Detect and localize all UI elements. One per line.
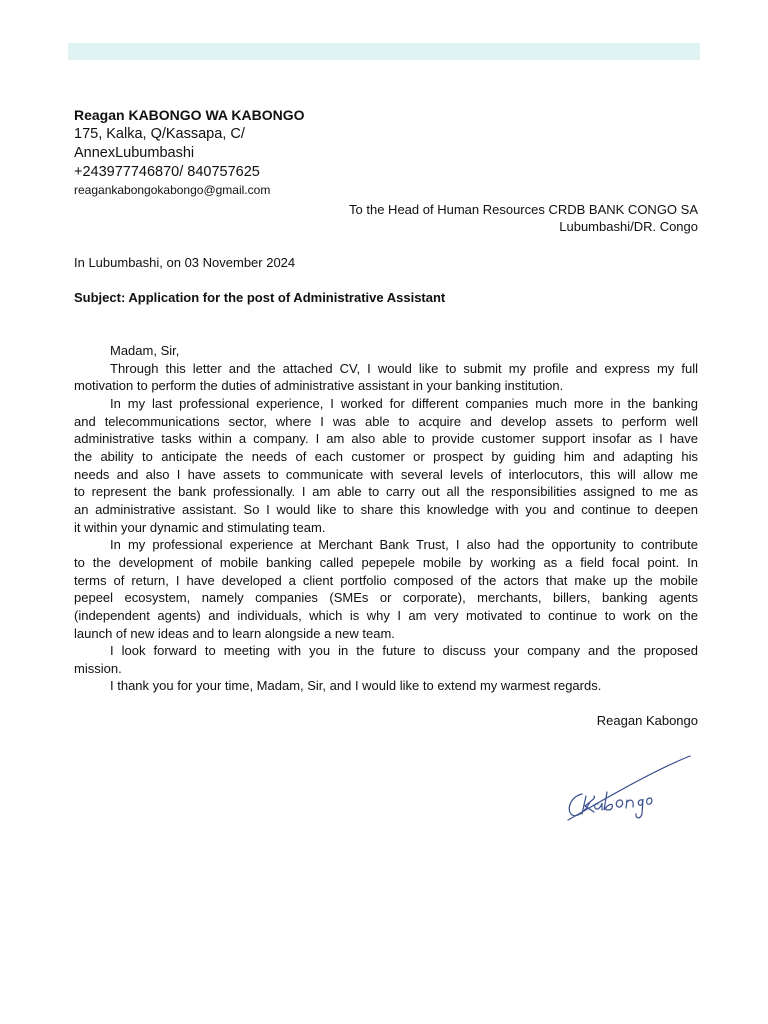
body-line: and telecommunications sector, where I was able to acquire and develop assets to perform well — [74, 413, 698, 429]
sender-name: Reagan KABONGO WA KABONGO — [74, 107, 305, 123]
sender-email: reagankabongokabongo@gmail.com — [74, 183, 271, 197]
handwritten-signature — [560, 752, 695, 827]
body-line: I thank you for your time, Madam, Sir, and I would like to extend my warmest regards. — [110, 678, 602, 694]
sender-address-line1: 175, Kalka, Q/Kassapa, C/ — [74, 126, 245, 142]
body-line: needs and also I have assets to communicate with several levels of interlocutors, this will allow me — [74, 466, 698, 482]
sender-phone: +243977746870/ 840757625 — [74, 164, 260, 180]
body-line: pepeel ecosystem, namely companies (SMEs or corporate), merchants, billers, banking agents — [74, 590, 698, 606]
salutation: Madam, Sir, — [110, 343, 180, 358]
recipient-line2: Lubumbashi/DR. Congo — [559, 219, 698, 234]
body-line: terms of return, I have developed a client portfolio composed of the actors that make up the mobile — [74, 572, 698, 588]
letter-body — [74, 342, 698, 730]
body-line: I look forward to meeting with you in the future to discuss your company and the proposed — [110, 643, 698, 659]
recipient-line1: To the Head of Human Resources CRDB BANK CONGO SA — [349, 202, 698, 217]
body-line: mission. — [74, 660, 122, 676]
letter-date: In Lubumbashi, on 03 November 2024 — [74, 255, 296, 270]
closing-name: Reagan Kabongo — [596, 713, 698, 729]
body-line: Through this letter and the attached CV, I would like to submit my profile and express my full — [110, 360, 698, 376]
body-line: launch of new ideas and to learn alongside a new team. — [74, 625, 395, 641]
body-line: In my last professional experience, I worked for different companies much more in the banking — [110, 395, 698, 411]
body-line: administrative tasks within a company. I am also able to provide customer support insofar as I have — [74, 431, 698, 447]
body-line: motivation to perform the duties of administrative assistant in your banking institution. — [74, 378, 564, 394]
body-line: an administrative assistant. So I would like to share this knowledge with you and continue to deepen — [74, 501, 698, 517]
body-line: (independent agents) and individuals, which is why I am very motivated to continue to work on the — [74, 607, 698, 623]
sender-address-line2: AnnexLubumbashi — [74, 145, 195, 161]
body-line: it within your dynamic and stimulating team. — [74, 519, 326, 535]
header-band — [68, 43, 700, 60]
letter-subject: Subject: Application for the post of Administrative Assistant — [74, 290, 446, 305]
body-line: to represent the bank professionally. I am able to carry out all the responsibilities assigned to me as — [74, 484, 698, 500]
body-line: to the development of mobile banking called pepepele mobile by working as a field focal point. In — [74, 554, 698, 570]
body-line: In my professional experience at Merchant Bank Trust, I also had the opportunity to contribute — [110, 537, 698, 553]
body-line: the ability to anticipate the needs of each customer or prospect by guiding him and adapting his — [74, 448, 698, 464]
